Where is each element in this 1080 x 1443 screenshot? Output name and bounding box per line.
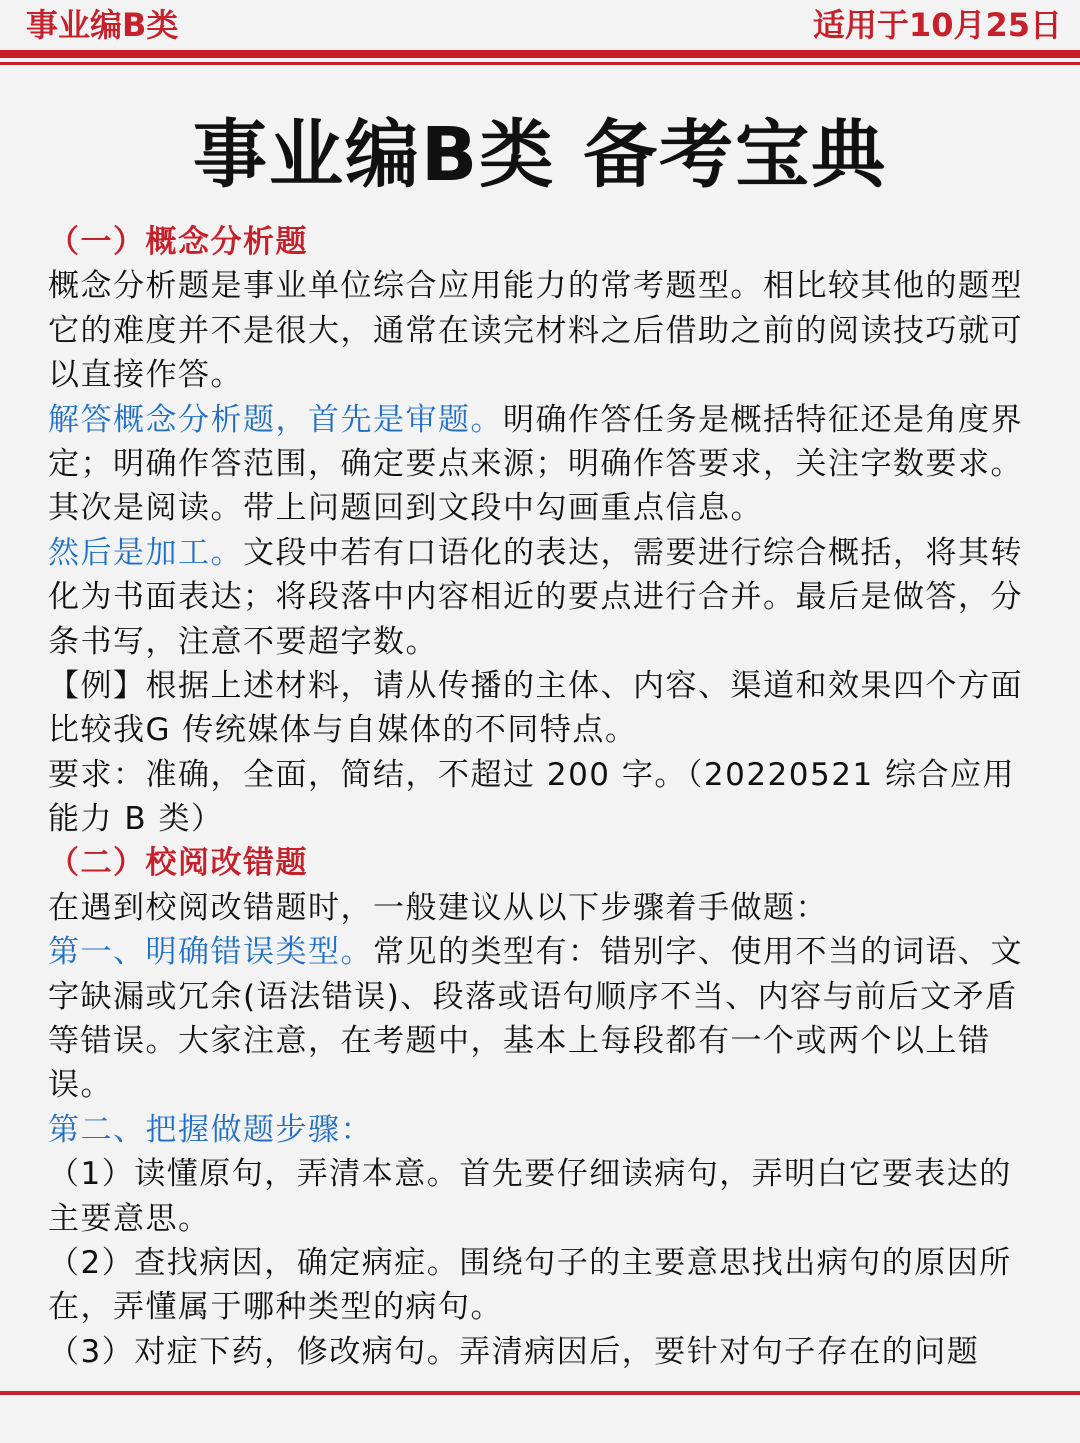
text-line (48, 531, 1038, 575)
highlight-phrase: 然后是加工。 (48, 534, 243, 571)
line-text: 常见的类型有：错别字、使用不当的词语、文 (373, 934, 1023, 971)
highlight-phrase: 解答概念分析题，首先是审题。 (48, 401, 503, 438)
highlight-phrase: 第二、把握做题步骤： (48, 1111, 373, 1148)
text-line: 比较我G 传统媒体与自媒体的不同特点。 (48, 712, 638, 749)
text-line: （2）查找病因，确定病症。围绕句子的主要意思找出病句的原因所 (48, 1244, 1012, 1281)
text-line: 条书写，注意不要超字数。 (48, 623, 438, 660)
article-body (48, 220, 1038, 1374)
line-text: 文段中若有口语化的表达，需要进行综合概括，将其转 (243, 534, 1023, 571)
top-header-bar (0, 0, 1080, 50)
text-line: 化为书面表达；将段落中内容相近的要点进行合并。最后是做答，分 (48, 579, 1023, 616)
section-heading: （一）概念分析题 (48, 224, 308, 260)
text-line: 概念分析题是事业单位综合应用能力的常考题型。相比较其他的题型 (48, 268, 1023, 305)
text-line (48, 930, 1038, 974)
header-date-label: 适用于10月25日 (812, 6, 1062, 44)
text-line: 主要意思。 (48, 1200, 211, 1237)
text-line: 误。 (48, 1067, 113, 1104)
text-line: 能力 B 类） (48, 801, 224, 838)
text-line: 定；明确作答范围，确定要点来源；明确作答要求，关注字数要求。 (48, 445, 1023, 482)
text-line: 以直接作答。 (48, 357, 243, 394)
line-text: 明确作答任务是概括特征还是角度界 (503, 401, 1023, 438)
highlight-phrase: 第一、明确错误类型。 (48, 934, 373, 971)
footer-divider (0, 1391, 1080, 1395)
text-line: 字缺漏或冗余(语法错误)、段落或语句顺序不当、内容与前后文矛盾 (48, 978, 1018, 1015)
text-line: 【例】根据上述材料，请从传播的主体、内容、渠道和效果四个方面 (48, 667, 1023, 704)
text-line: 在遇到校阅改错题时，一般建议从以下步骤着手做题： (48, 889, 828, 926)
text-line (48, 1108, 1038, 1152)
text-line: 等错误。大家注意，在考题中，基本上每段都有一个或两个以上错 (48, 1023, 991, 1060)
page-title: 事业编B类 备考宝典 (192, 112, 888, 198)
text-line: 要求：准确，全面，简结，不超过 200 字。（20220521 综合应用 (48, 756, 1016, 793)
header-category-label: 事业编B类 (26, 6, 179, 44)
text-line: （1）读懂原句，弄清本意。首先要仔细读病句，弄明白它要表达的 (48, 1156, 1012, 1193)
text-line: 其次是阅读。带上问题回到文段中勾画重点信息。 (48, 490, 763, 527)
section-heading: （二）校阅改错题 (48, 845, 308, 882)
text-line (48, 398, 1038, 442)
header-divider-thick (0, 50, 1080, 58)
header-divider-thin (0, 62, 1080, 65)
text-line: 它的难度并不是很大，通常在读完材料之后借助之前的阅读技巧就可 (48, 312, 1023, 349)
text-line: 在，弄懂属于哪种类型的病句。 (48, 1289, 503, 1326)
text-line: （3）对症下药，修改病句。弄清病因后，要针对句子存在的问题 (48, 1333, 980, 1370)
